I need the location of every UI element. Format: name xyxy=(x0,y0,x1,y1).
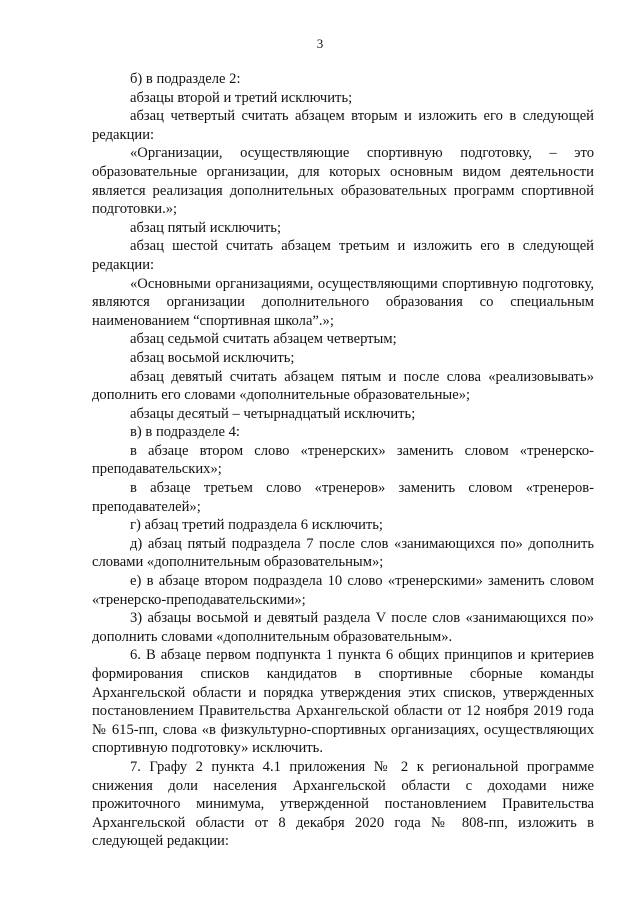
paragraph: «Организации, осуществляющие спортивную подготовку, – это образовательные организации, для которых основным видом деятельности является реализация дополнительных образовательных программ спортивной подготовки.»; xyxy=(92,145,594,218)
paragraph: 3) абзацы восьмой и девятый раздела V после слов «занимающихся по» дополнить словами «дополнительным образовательным». xyxy=(92,610,594,645)
paragraph: г) абзац третий подраздела 6 исключить; xyxy=(130,517,383,534)
paragraph: абзацы десятый – четырнадцатый исключить; xyxy=(130,405,416,422)
page-number: 3 xyxy=(316,36,324,51)
paragraph: д) абзац пятый подраздела 7 после слов «занимающихся по» дополнить словами «дополнительным образовательным»; xyxy=(92,535,594,571)
paragraph: б) в подразделе 2: xyxy=(130,71,241,87)
paragraph: абзац пятый исключить; xyxy=(130,219,282,236)
paragraph: абзац седьмой считать абзацем четвертым; xyxy=(130,331,397,348)
paragraph: е) в абзаце втором подраздела 10 слово «тренерскими» заменить словом «тренерско-преподавательскими»; xyxy=(92,573,594,608)
paragraph: «Основными организациями, осуществляющими спортивную подготовку, являются организации дополнительного образования со специальным наименованием “спортивная школа”.»; xyxy=(92,275,594,329)
paragraph: в) в подразделе 4: xyxy=(130,424,240,441)
paragraph: абзацы второй и третий исключить; xyxy=(130,89,353,106)
paragraph: в абзаце третьем слово «тренеров» заменить словом «тренеров-преподавателей»; xyxy=(92,480,594,515)
document-body xyxy=(92,70,594,851)
paragraph: абзац четвертый считать абзацем вторым и изложить его в следующей редакции: xyxy=(92,108,594,143)
paragraph: в абзаце втором слово «тренерских» заменить словом «тренерско-преподавательских»; xyxy=(92,442,594,478)
paragraph: 7. Графу 2 пункта 4.1 приложения № 2 к региональной программе снижения доли населения Архангельской области с доходами ниже прожиточного минимума, утвержденной постановлением Правительства Архангельской области от 8 декабря 2020 года № 808-пп, изложить в следующей редакции: xyxy=(92,758,594,850)
paragraph: абзац шестой считать абзацем третьим и изложить его в следующей редакции: xyxy=(92,238,594,273)
paragraph: 6. В абзаце первом подпункта 1 пункта 6 общих принципов и критериев формирования списков кандидатов в спортивные сборные команды Архангельской области и порядка утверждения этих списков, утвержденных постановлением Правительства Архангельской области от 12 ноября 2019 года № 615-пп, слова «в физкультурно-спортивных организациях, осуществляющих спортивную подготовку» исключить. xyxy=(92,647,594,757)
paragraph: абзац девятый считать абзацем пятым и после слова «реализовывать» дополнить его словами «дополнительные образовательные»; xyxy=(92,368,594,404)
paragraph: абзац восьмой исключить; xyxy=(130,349,295,366)
